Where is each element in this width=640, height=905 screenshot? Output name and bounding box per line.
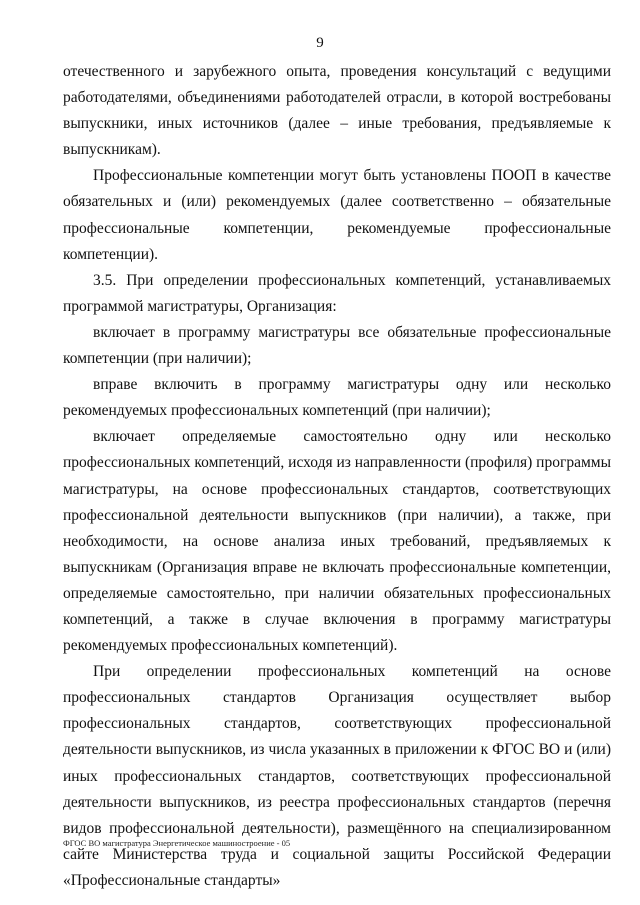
paragraph-section-3-5: 3.5. При определении профессиональных компетенций, устанавливаемых программой магистратуры, Организация: — [63, 271, 611, 315]
list-item-self-defined: включает определяемые самостоятельно одну или несколько профессиональных компетенций, исходя из направленности (профиля) программы магистратуры, на основе профессиональных стандартов, соответствующих профессиональной деятельности выпускников (при наличии), а также, при необходимости, на основе анализа иных требований, предъявляемых к выпускникам (Организация вправе не включать профессиональные компетенции, определяемые самостоятельно, при наличии обязательных профессиональных компетенций, а также в случае включения в программу магистратуры рекомендуемых профессиональных компетенций). — [63, 428, 611, 655]
body-text — [63, 59, 611, 894]
list-item-mandatory: включает в программу магистратуры все обязательные профессиональные компетенции (при наличии); — [63, 323, 611, 368]
page-number: 9 — [316, 35, 324, 51]
paragraph-continuation: отечественного и зарубежного опыта, проведения консультаций с ведущими работодателями, объединениями работодателей отрасли, в которой востребованы выпускники, иных источников (далее – иные требования, предъявляемые к выпускникам). — [63, 63, 611, 159]
paragraph-competencies-definition: Профессиональные компетенции могут быть установлены ПООП в качестве обязательных и (или) рекомендуемых (далее соответственно – обязательные профессиональные компетенции, рекомендуемые профессиональные компетенции). — [63, 167, 611, 263]
footer-note: ФГОС ВО магистратура Энергетическое машиностроение - 05 — [63, 838, 291, 848]
list-item-recommended: вправе включить в программу магистратуры одну или несколько рекомендуемых профессиональных компетенций (при наличии); — [63, 376, 611, 420]
paragraph-professional-standards: При определении профессиональных компетенций на основе профессиональных стандартов Организация осуществляет выбор профессиональных стандартов, соответствующих профессиональной деятельности выпускников, из числа указанных в приложении к ФГОС ВО и (или) иных профессиональных стандартов, соответствующих профессиональной деятельности выпускников, из реестра профессиональных стандартов (перечня видов профессиональной деятельности), размещённого на специализированном сайте Министерства труда и социальной защиты Российской Федерации «Профессиональные стандарты» — [63, 663, 611, 889]
